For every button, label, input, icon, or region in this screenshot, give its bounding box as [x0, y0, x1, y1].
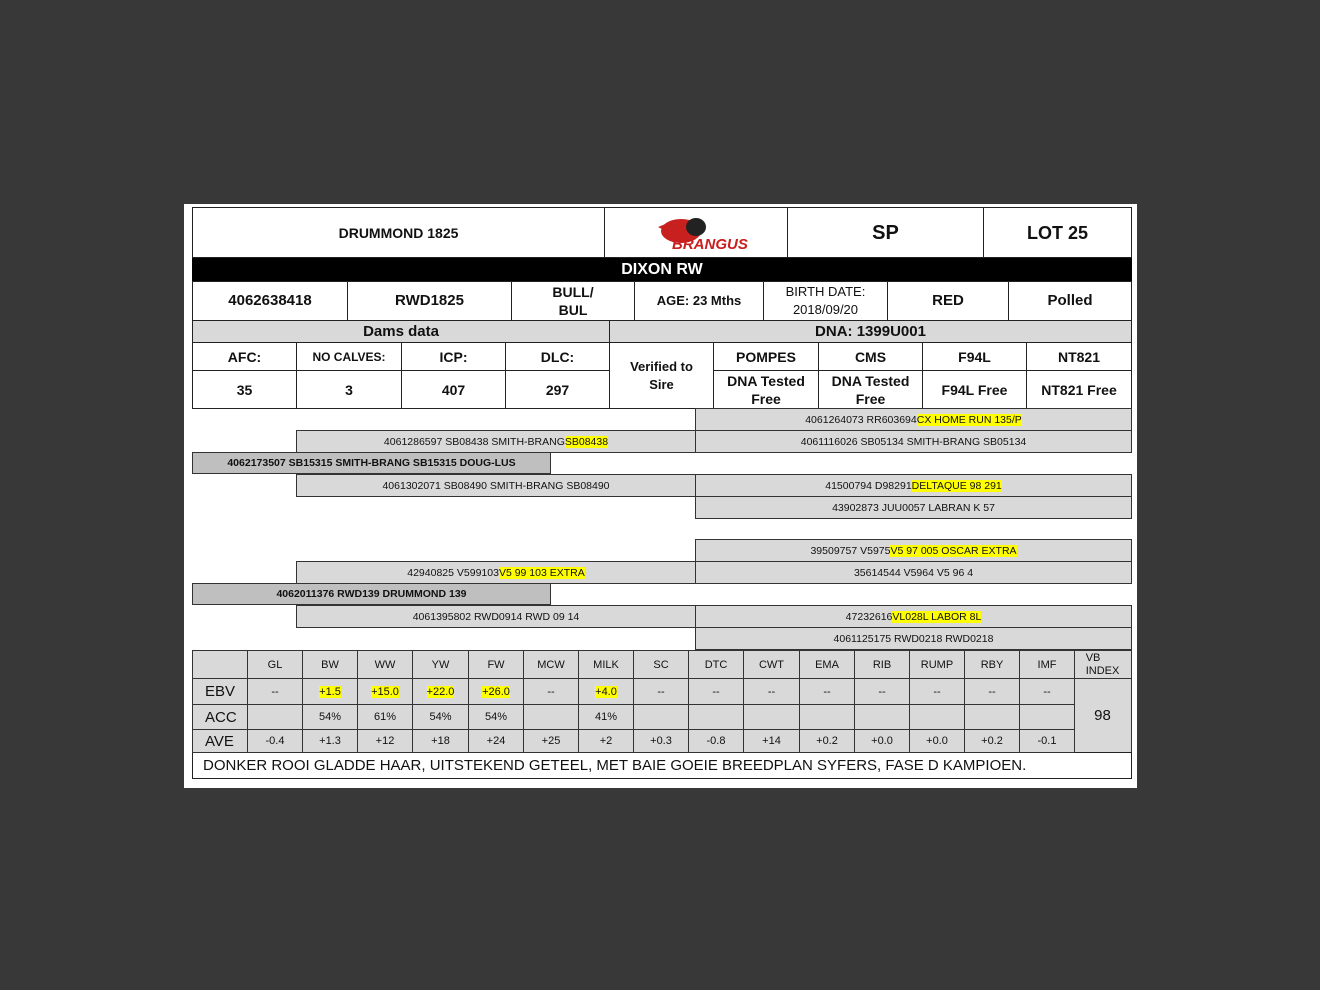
ebv-value: -0.4: [265, 735, 285, 747]
pedigree-r5: 43902873 JUU0057 LABRAN K 57: [695, 496, 1132, 519]
ebv-cell: [854, 704, 910, 730]
ebv-col-milk: MILK: [578, 650, 634, 679]
ebv-col-ww: WW: [357, 650, 413, 679]
pompes-value: DNA Tested Free: [713, 370, 819, 409]
ebv-col-dtc: DTC: [688, 650, 744, 679]
ebv-cell: [909, 729, 965, 753]
ebv-cell: [909, 678, 965, 705]
ebv-cell: [854, 729, 910, 753]
ebv-cell: [688, 704, 744, 730]
vb-index-header: VB INDEX: [1073, 650, 1132, 679]
afc-value: 35: [192, 370, 297, 409]
f94l-value: F94L Free: [922, 370, 1027, 409]
cms-value: DNA Tested Free: [818, 370, 923, 409]
ebv-cell: [578, 729, 634, 753]
ebv-value: +22.0: [426, 685, 455, 698]
icp-label: ICP:: [401, 342, 506, 371]
ebv-value: +0.0: [926, 735, 948, 747]
ebv-cell: [468, 729, 524, 753]
pedigree-r9r: 47232616 VL028L LABOR 8L: [695, 605, 1132, 628]
animal-name: DRUMMOND 1825: [192, 207, 605, 258]
brangus-logo: [604, 207, 788, 258]
calves-value: 3: [296, 370, 402, 409]
ebv-col-rby: RBY: [964, 650, 1020, 679]
ebv-value: 54%: [429, 711, 452, 723]
ebv-row-acc: ACC: [192, 704, 248, 730]
pedigree-r4r: 41500794 D98291 DELTAQUE 98 291: [695, 474, 1132, 497]
ebv-cell: [302, 704, 358, 730]
ebv-value: --: [547, 685, 555, 698]
ebv-value: +14: [762, 735, 781, 747]
ebv-cell: [412, 678, 469, 705]
ebv-value: +1.5: [319, 685, 341, 698]
ebv-col-yw: YW: [412, 650, 469, 679]
ebv-value: +15.0: [371, 685, 399, 698]
ebv-col-cwt: CWT: [743, 650, 800, 679]
ebv-value: --: [712, 685, 720, 698]
ebv-col-ema: EMA: [799, 650, 855, 679]
ebv-col-gl: GL: [247, 650, 303, 679]
nt821-label: NT821: [1026, 342, 1132, 371]
ebv-cell: [1019, 729, 1075, 753]
ebv-value: +1.3: [319, 735, 341, 747]
verified-to-sire: Verified to Sire: [609, 342, 714, 409]
ebv-value: +26.0: [482, 685, 510, 698]
ebv-value: --: [933, 685, 941, 698]
ebv-col-rump: RUMP: [909, 650, 965, 679]
ebv-value: +18: [431, 735, 450, 747]
ebv-cell: [302, 678, 358, 705]
icp-value: 407: [401, 370, 506, 409]
ebv-cell: [357, 678, 413, 705]
ebv-cell: [633, 678, 689, 705]
dlc-value: 297: [505, 370, 610, 409]
ebv-cell: [799, 704, 855, 730]
pedigree-sire-sire: 4061286597 SB08438 SMITH-BRANG SB08438: [296, 430, 696, 453]
ebv-row-ave: AVE: [192, 729, 248, 753]
ebv-cell: [578, 678, 634, 705]
animal-card: [184, 204, 1137, 788]
ebv-col-rib: RIB: [854, 650, 910, 679]
ebv-cell: [578, 704, 634, 730]
dna-header: DNA: 1399U001: [609, 320, 1132, 343]
ebv-cell: [964, 704, 1020, 730]
ebv-col-imf: IMF: [1019, 650, 1075, 679]
pedigree-r2r: 4061116026 SB05134 SMITH-BRANG SB05134: [695, 430, 1132, 453]
pedigree-dam: 4062011376 RWD139 DRUMMOND 139: [192, 583, 551, 605]
title-bar: DIXON RW: [192, 258, 1132, 282]
ebv-cell: [633, 704, 689, 730]
ebv-col-sc: SC: [633, 650, 689, 679]
ebv-cell: [247, 729, 303, 753]
ebv-cell: [523, 704, 579, 730]
ebv-cell: [247, 678, 303, 705]
color: RED: [887, 281, 1009, 321]
ebv-cell: [909, 704, 965, 730]
comment: DONKER ROOI GLADDE HAAR, UITSTEKEND GETEEL, MET BAIE GOEIE BREEDPLAN SYFERS, FASE D KAMPIOEN.: [192, 752, 1132, 779]
ebv-cell: [743, 729, 800, 753]
dams-header: Dams data: [192, 320, 610, 343]
f94l-label: F94L: [922, 342, 1027, 371]
ebv-value: --: [271, 685, 279, 698]
ebv-col-bw: BW: [302, 650, 358, 679]
pedigree-sire: 4062173507 SB15315 SMITH-BRANG SB15315 DOUG-LUS: [192, 452, 551, 474]
ebv-value: +24: [486, 735, 506, 747]
ebv-cell: [468, 704, 524, 730]
ebv-value: +0.0: [871, 735, 893, 747]
horn-status: Polled: [1008, 281, 1132, 321]
ebv-cell: [964, 678, 1020, 705]
pompes-label: POMPES: [713, 342, 819, 371]
grade-label: SP: [787, 207, 984, 258]
ebv-cell: [688, 729, 744, 753]
pedigree-r7r: 35614544 V5964 V5 96 4: [695, 561, 1132, 584]
ebv-value: +0.3: [650, 735, 672, 747]
ebv-value: --: [657, 685, 665, 698]
registration: RWD1825: [347, 281, 512, 321]
ebv-col-fw: FW: [468, 650, 524, 679]
ebv-cell: [302, 729, 358, 753]
vb-index-value: 98: [1073, 678, 1132, 753]
ebv-col-mcw: MCW: [523, 650, 579, 679]
ebv-corner: [192, 650, 248, 679]
nt821-value: NT821 Free: [1026, 370, 1132, 409]
ebv-cell: [1019, 678, 1075, 705]
lot-label: LOT 25: [983, 207, 1132, 258]
pedigree-sire-dam: 4061302071 SB08490 SMITH-BRANG SB08490: [296, 474, 696, 497]
pedigree-dam-dam: 4061395802 RWD0914 RWD 09 14: [296, 605, 696, 628]
ebv-value: 61%: [373, 711, 397, 723]
ebv-cell: [357, 729, 413, 753]
ebv-value: --: [1043, 685, 1051, 698]
ebv-cell: [633, 729, 689, 753]
ebv-cell: [412, 704, 469, 730]
pedigree-dam-sire: 42940825 V599103 V5 99 103 EXTRA: [296, 561, 696, 584]
ebv-value: +4.0: [595, 685, 617, 698]
ebv-value: -0.8: [706, 735, 726, 747]
ebv-cell: [412, 729, 469, 753]
ebv-cell: [743, 704, 800, 730]
ebv-cell: [688, 678, 744, 705]
ebv-value: 54%: [318, 711, 342, 723]
ebv-row-ebv: EBV: [192, 678, 248, 705]
birth-date: BIRTH DATE: 2018/09/20: [763, 281, 888, 321]
ebv-cell: [357, 704, 413, 730]
ebv-cell: [799, 678, 855, 705]
afc-label: AFC:: [192, 342, 297, 371]
animal-id: 4062638418: [192, 281, 348, 321]
ebv-cell: [523, 729, 579, 753]
pedigree-r10: 4061125175 RWD0218 RWD0218: [695, 627, 1132, 650]
ebv-value: --: [988, 685, 996, 698]
age: AGE: 23 Mths: [634, 281, 764, 321]
ebv-value: --: [878, 685, 886, 698]
ebv-value: +0.2: [816, 735, 838, 747]
ebv-value: --: [823, 685, 831, 698]
ebv-cell: [799, 729, 855, 753]
sex: BULL/ BUL: [511, 281, 635, 321]
ebv-value: -0.1: [1037, 735, 1057, 747]
ebv-value: 54%: [484, 711, 508, 723]
ebv-value: --: [767, 685, 776, 698]
ebv-cell: [523, 678, 579, 705]
ebv-cell: [743, 678, 800, 705]
ebv-value: +25: [541, 735, 561, 747]
ebv-cell: [854, 678, 910, 705]
ebv-cell: [468, 678, 524, 705]
dlc-label: DLC:: [505, 342, 610, 371]
ebv-value: +2: [599, 735, 613, 747]
cms-label: CMS: [818, 342, 923, 371]
pedigree-r6: 39509757 V5975 V5 97 005 OSCAR EXTRA: [695, 539, 1132, 562]
ebv-cell: [247, 704, 303, 730]
svg-text:BRANGUS: BRANGUS: [672, 235, 748, 253]
calves-label: NO CALVES:: [296, 342, 402, 371]
ebv-value: +0.2: [981, 735, 1003, 747]
ebv-cell: [964, 729, 1020, 753]
ebv-value: +12: [375, 735, 395, 747]
pedigree-r1: 4061264073 RR603694 CX HOME RUN 135/P: [695, 408, 1132, 431]
ebv-value: 41%: [594, 711, 618, 723]
ebv-cell: [1019, 704, 1075, 730]
